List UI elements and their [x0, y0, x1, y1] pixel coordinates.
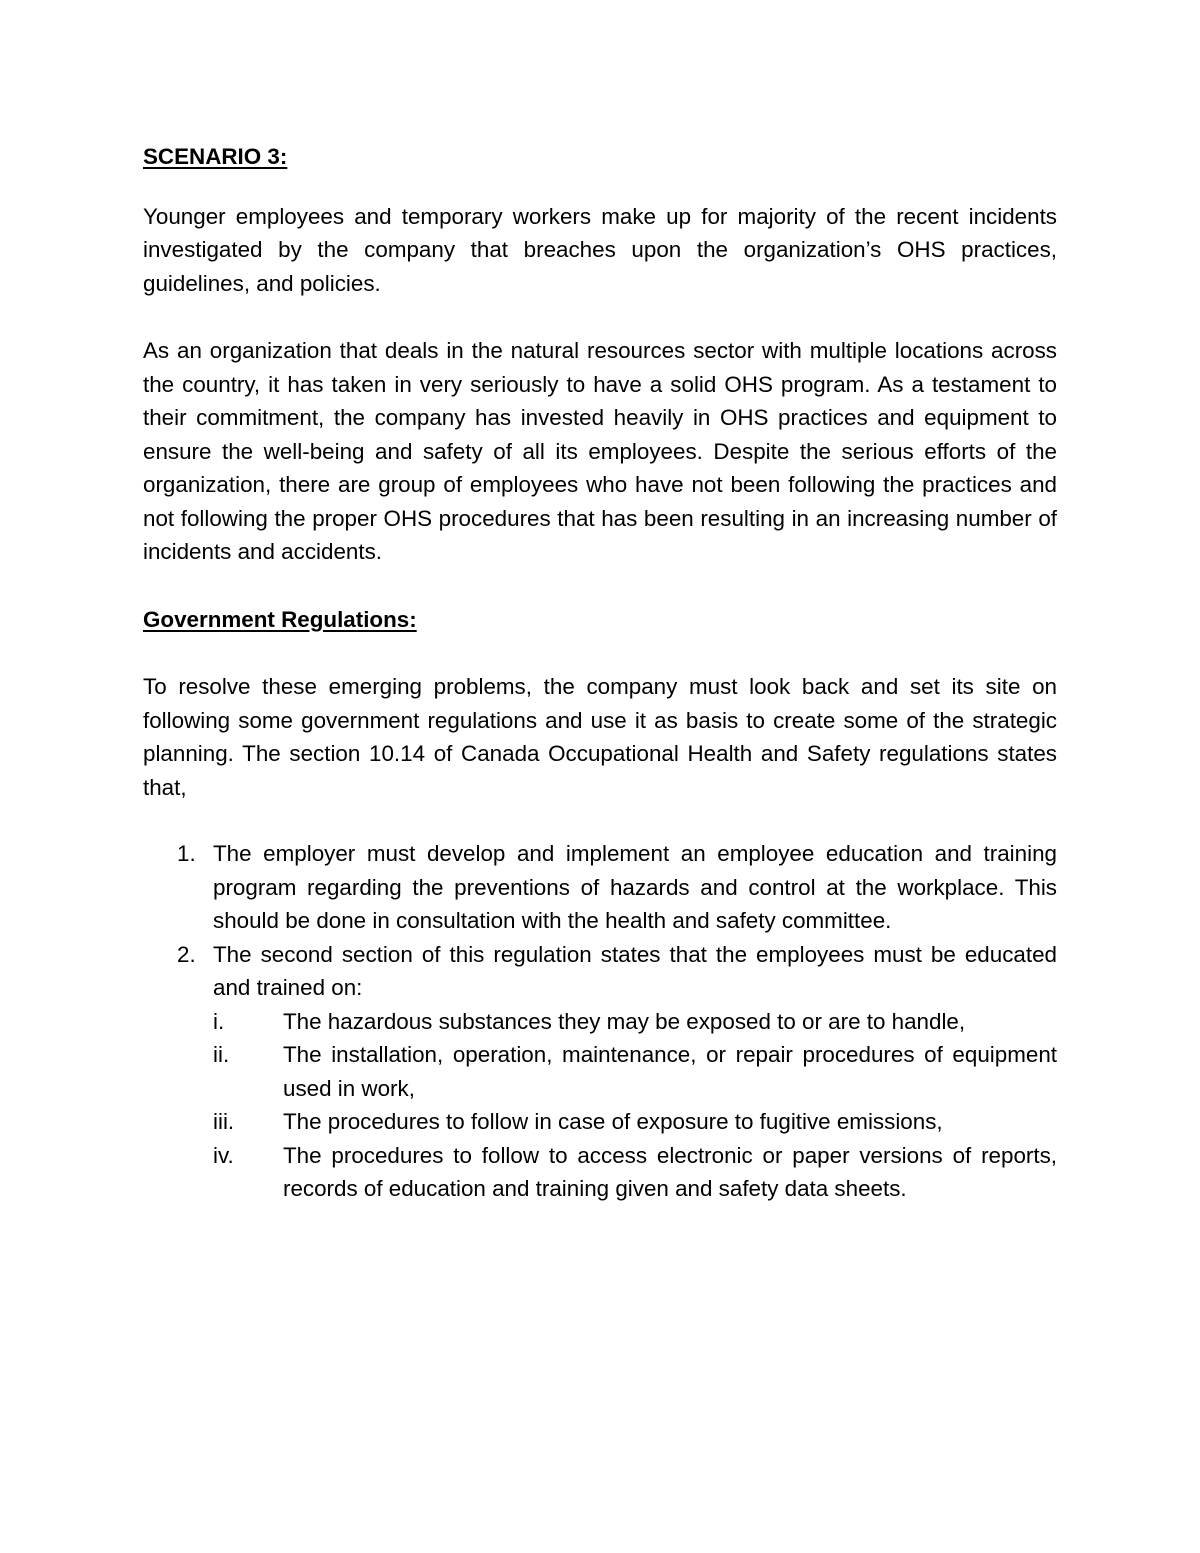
section-paragraph: To resolve these emerging problems, the company must look back and set its site on following some government regulations and use it as basis to create some of the strategic planning. The section 10.14 of Canada Occupational Health and Safety regulations states that, [143, 674, 1057, 800]
sub-list-item-text: The procedures to follow to access electronic or paper versions of reports, records of education and training given and safety data sheets. [283, 1142, 1057, 1201]
list-item-text: The employer must develop and implement an employee education and training program regarding the preventions of hazards and control at the workplace. This should be done in consultation with the health and safety committee. [213, 841, 1057, 933]
sub-list-item-marker: i. [213, 1008, 225, 1034]
list-item [143, 837, 1057, 938]
sub-list-item [213, 1005, 1057, 1039]
list-item-marker: 1. [177, 841, 196, 866]
intro-paragraph-2: As an organization that deals in the natural resources sector with multiple locations across the country, it has taken in very seriously to have a solid OHS program. As a testament to their commitment, the company has invested heavily in OHS practices and equipment to ensure the well-being and safety of all its employees. Despite the serious efforts of the organization, there are group of employees who have not been following the practices and not following the proper OHS procedures that has been resulting in an increasing number of incidents and accidents. [143, 338, 1057, 564]
sub-list-item [213, 1105, 1057, 1139]
sub-list-item [213, 1139, 1057, 1206]
scenario-title: SCENARIO 3: [143, 144, 288, 169]
regulation-list [143, 837, 1057, 1206]
sub-list-item-marker: iv. [213, 1142, 234, 1168]
sub-list-item-marker: ii. [213, 1042, 230, 1067]
sub-list-item-text: The hazardous substances they may be exposed to or are to handle, [283, 1008, 966, 1034]
intro-paragraph-1: Younger employees and temporary workers make up for majority of the recent incidents investigated by the company that breaches upon the organization’s OHS practices, guidelines, and policies. [143, 203, 1057, 296]
list-item [143, 938, 1057, 1206]
list-item-marker: 2. [177, 941, 196, 967]
sub-list-item-marker: iii. [213, 1109, 235, 1134]
document-page [143, 140, 1057, 1206]
sub-list-item-text: The procedures to follow in case of exposure to fugitive emissions, [283, 1109, 943, 1134]
section-heading: Government Regulations: [143, 606, 417, 632]
sub-list-item-text: The installation, operation, maintenance, or repair procedures of equipment used in work, [283, 1042, 1057, 1101]
list-item-text: The second section of this regulation states that the employees must be educated and trained on: [213, 941, 1057, 1000]
sub-list [213, 1005, 1057, 1206]
sub-list-item [213, 1038, 1057, 1105]
